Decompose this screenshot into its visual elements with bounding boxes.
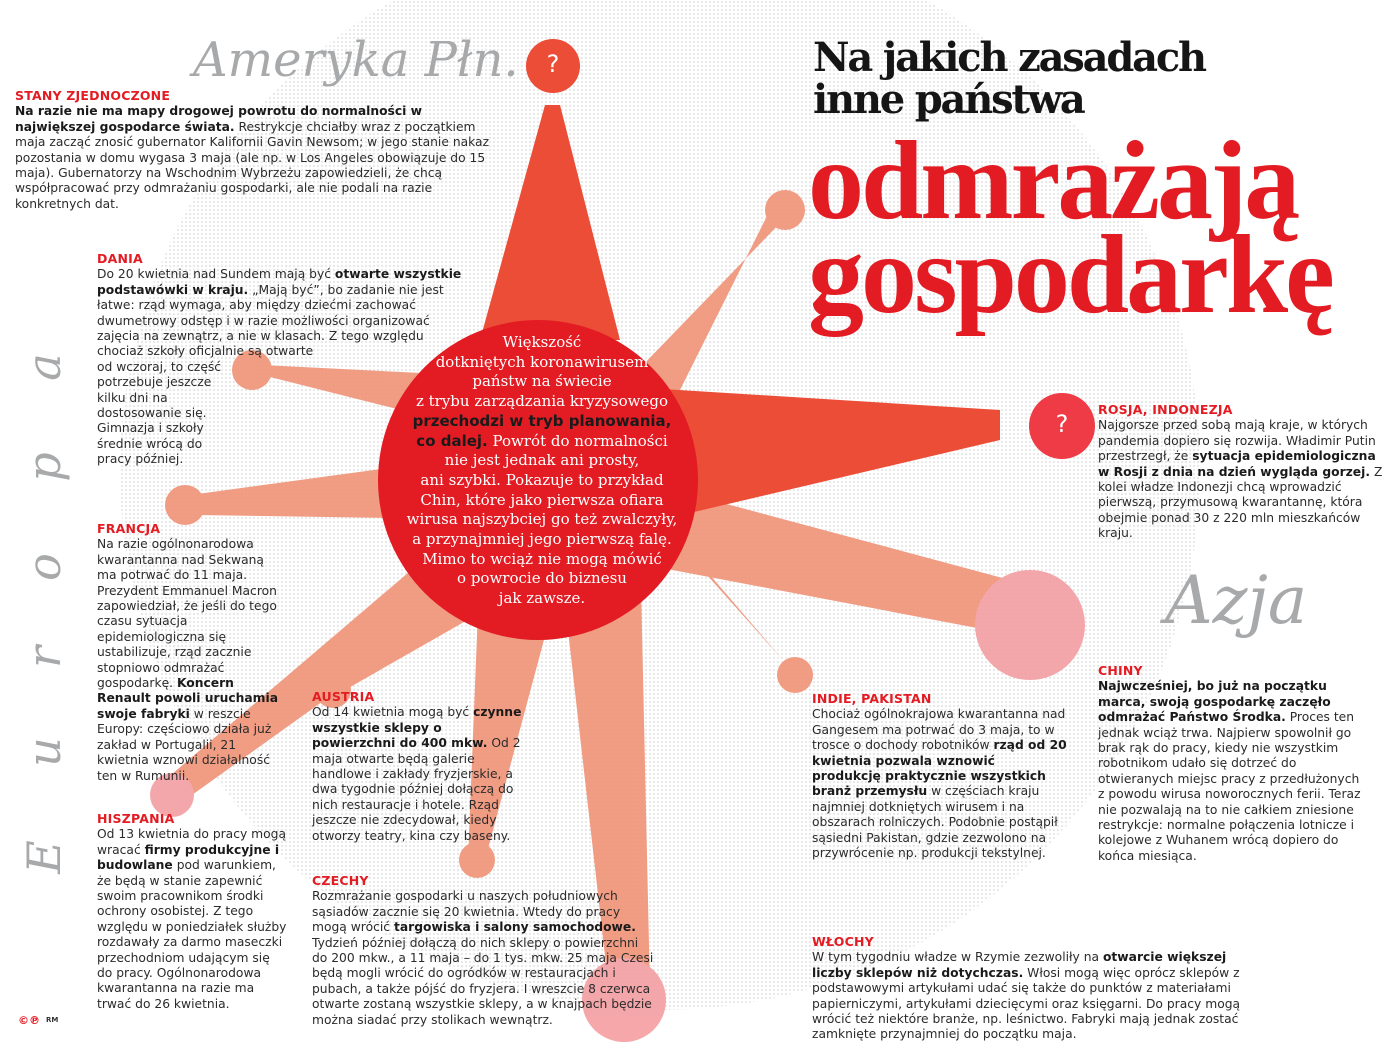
country-text: W tym tygodniu władze w Rzymie zezwoliły na otwarcie większej liczby sklepów niż dotychczas. Włosi mogą więc oprócz sklepów z podstawowymi artykułami udać się także do punktów z materiałami papierniczymi, artykułami dziecięcymi oraz księgarni. Do pracy mogą wrócić też niektóre branże, np. leśnictwo. Fabryki mają jednak zostać zamknięte przynajmniej do początku maja. bbox=[812, 950, 1241, 1042]
country-name: CHINY bbox=[1098, 663, 1143, 678]
country-name: ROSJA, INDONEZJA bbox=[1098, 402, 1233, 417]
country-name: HISZPANIA bbox=[97, 811, 175, 826]
country-box-italy bbox=[812, 934, 1262, 1043]
country-box-denmark bbox=[97, 251, 467, 468]
europe-letter: o bbox=[17, 553, 71, 581]
country-name: STANY ZJEDNOCZONE bbox=[15, 88, 171, 103]
headline-line2: inne państwa bbox=[813, 76, 1084, 123]
country-text: Od 14 kwietnia mogą być czynne wszystkie sklepy o powierzchni do 400 mkw. Od 2 maja otwarte będą galerie handlowe i zakłady fryzjerskie, a dwa tygodnie później dołączą do nich restauracje i hotele. Rząd jeszcze nie zdecydował, kiedy otworzy teatry, kina czy baseny. bbox=[312, 705, 522, 843]
headline-line1: Na jakich zasadach bbox=[813, 34, 1205, 81]
country-text: Najwcześniej, bo już na początku marca, swoją gospodarkę zaczęło odmrażać Państwo Środka. Proces ten jednak wciąż trwa. Najpierw spowolnił go brak rąk do pracy, kiedy nie wszystkim robotnikom udało się dotrzeć do otwieranych miejsc pracy z przedłużonych z powodu wirusa noworocznych ferii. Teraz nie pozwalają na to nie całkiem zniesione restrykcje: normalne połączenia lotnicze i kolejowe z Wuhanem wrócą dopiero do końca miesiąca. bbox=[1098, 679, 1361, 863]
region-label-europe bbox=[12, 340, 72, 900]
country-box-france bbox=[97, 521, 287, 784]
question-mark-top: ? bbox=[546, 50, 560, 78]
country-box-usa bbox=[15, 88, 495, 212]
country-box-austria bbox=[312, 689, 522, 844]
country-name: DANIA bbox=[97, 251, 143, 266]
country-box-czechia bbox=[312, 873, 657, 1028]
europe-letter: a bbox=[17, 353, 71, 381]
country-text: Chociaż ogólnokrajowa kwarantanna nad Gangesem ma potrwać do 3 maja, to w trosce o dochody robotników rząd od 20 kwietnia pozwala wznowić produkcję praktycznie wszystkich branż przemysłu w częściach kraju najmniej dotkniętych wirusem i na obszarach rolniczych. Podobnie postąpił sąsiedni Pakistan, gdzie zezwolono na przywrócenie np. produkcji tekstylnej. bbox=[812, 707, 1067, 861]
headline-red-line2: gospodarkę bbox=[808, 213, 1332, 337]
country-box-russia bbox=[1098, 402, 1388, 542]
country-text: Od 13 kwietnia do pracy mogą wracać firmy produkcyjne i budowlane pod warunkiem, że będą w stanie zapewnić swoim pracownikom środki ochrony osobistej. Z tego względu w poniedziałek służby rozdawały za darmo maseczki przechodniom udającym się do pracy. Ogólnonarodowa kwarantanna na razie ma trwać do 26 kwietnia. bbox=[97, 827, 287, 1011]
country-text: Do 20 kwietnia nad Sundem mają być otwarte wszystkie podstawówki w kraju. „Mają być”, bo zadanie nie jest łatwe: rząd wymaga, aby między dziećmi zachować dwumetrowy odstęp i w razie możliwości organizować zajęcia na zewnątrz, a nie w klasach. Z tego względu chociaż szkoły oficjalnie są otwarte bbox=[97, 267, 462, 359]
country-name: AUSTRIA bbox=[312, 689, 375, 704]
country-name: WŁOCHY bbox=[812, 934, 874, 949]
europe-letter: E bbox=[17, 840, 71, 874]
author-initials: RM bbox=[46, 1016, 59, 1024]
headline-red-line1: odmrażają bbox=[808, 119, 1298, 243]
country-name: INDIE, PAKISTAN bbox=[812, 691, 932, 706]
europe-letter: r bbox=[17, 646, 71, 668]
country-text: Na razie nie ma mapy drogowej powrotu do normalności w największej gospodarce świata. Restrykcje chciałby wraz z początkiem maja zacząć znosić gubernator Kalifornii Gavin Newsom; w jego stanie nakaz pozostania w domu wygasa 3 maja (ale np. w Los Angeles obowiązuje do 15 maja). Gubernatorzy na Wschodnim Wybrzeżu zapowiedzieli, że chcą współpracować przy odmrażaniu gospodarki, ale nie podali na razie konkretnych dat. bbox=[15, 104, 490, 211]
country-name: FRANCJA bbox=[97, 521, 161, 536]
country-box-india bbox=[812, 691, 1067, 861]
europe-letter: u bbox=[17, 737, 71, 767]
europe-letter: p bbox=[17, 452, 71, 482]
region-label-north-america: Ameryka Płn. bbox=[193, 32, 519, 88]
country-name: CZECHY bbox=[312, 873, 369, 888]
region-label-asia: Azja bbox=[1165, 562, 1308, 639]
country-text: Najgorsze przed sobą mają kraje, w których pandemia dopiero się rozwija. Władimir Putin przestrzegł, że sytuacja epidemiologiczna w Rosji z dnia na dzień wygląda gorzej. Z kolei władze Indonezji chcą wprowadzić pierwszą, przymusową kwarantannę, która obejmie ponad 30 z 220 mln mieszkańców kraju. bbox=[1098, 418, 1383, 541]
country-text: Na razie ogólnonarodowa kwarantanna nad Sekwaną ma potrwać do 11 maja. Prezydent Emmanuel Macron zapowiedział, że jeśli do tego czasu sytuacja epidemiologiczna się ustabilizuje, rząd zacznie stopniowo odmrażać gospodarkę. Koncern Renault powoli uruchamia swoje fabryki w reszcie Europy: częściowo działa już zakład w Portugalii, 21 kwietnia wznowi działalność ten w Rumunii. bbox=[97, 537, 279, 783]
country-box-spain bbox=[97, 811, 287, 1012]
country-box-china bbox=[1098, 663, 1368, 864]
country-text: Rozmrażanie gospodarki u naszych południowych sąsiadów zacznie się 20 kwietnia. Wtedy do pracy mogą wrócić targowiska i salony samochodowe. Tydzień później dołączą do nich sklepy o powierzchni do 200 mkw., a 11 maja – do 1 tys. mkw. 25 maja Czesi będą mogli wrócić do ogródków w restauracjach i pubach, a także pójść do fryzjera. I wreszcie 8 czerwca otwarte zostaną wszystkie sklepy, a w knajpach będzie można siadać przy stolikach wewnątrz. bbox=[312, 889, 654, 1027]
question-mark-right: ? bbox=[1055, 410, 1069, 438]
country-text-narrow: od wczoraj, to część potrzebuje jeszcze kilku dni na dostosowanie się. Gimnazja i szkoły średnie wrócą do pracy później. bbox=[97, 359, 222, 467]
center-summary: Większość dotkniętych koronawirusem państw na świecie z trybu zarządzania kryzysowego przechodzi w tryb planowania, co dalej. Powrót do normalności nie jest jednak ani prosty, ani szybki. Pokazuje to przykład Chin, które jako pierwsza ofiara wirusa najszybciej go też zwalczyły, a przynajmniej jego pierwszą falę. Mimo to wciąż nie mogą mówić o powrocie do biznesu jak zawsze. bbox=[406, 333, 678, 608]
copyright-icon: ©℗ bbox=[18, 1014, 40, 1027]
